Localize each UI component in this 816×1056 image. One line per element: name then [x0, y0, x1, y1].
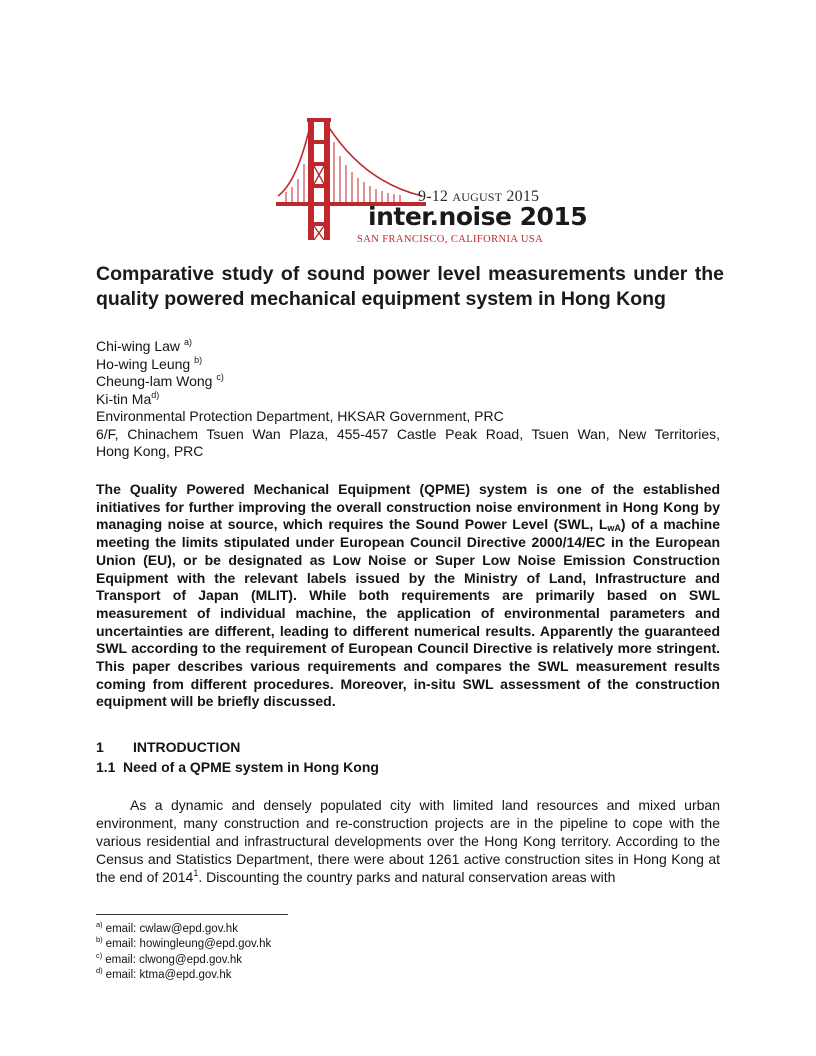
bridge-tower	[307, 118, 331, 240]
paper-title: Comparative study of sound power level measurements under the quality powered mechanical equipment system in Hong Kong	[96, 263, 724, 310]
affiliation-line-3: Hong Kong, PRC	[96, 443, 204, 459]
golden-gate-bridge-logo	[272, 112, 552, 252]
conference-location: SAN FRANCISCO, CALIFORNIA USA	[357, 234, 544, 245]
affiliation-line-1: Environmental Protection Department, HKSAR Government, PRC	[96, 408, 504, 424]
author-list	[96, 338, 224, 408]
footnote-a: $^{a)}$ email: cwlaw@epd.gov.hk	[96, 920, 238, 935]
author-3: Cheung-lam Wong $^{c)}$	[96, 372, 224, 389]
conference-date: 9-12 AUGUST 2015	[418, 188, 540, 205]
bridge-cable-right	[328, 126, 422, 196]
author-4: Ki-tin Ma$^{d)}$	[96, 389, 160, 407]
author-2: Ho-wing Leung $^{b)}$	[96, 354, 203, 372]
section-heading-introduction: 1 INTRODUCTION	[96, 739, 241, 755]
abstract: The Quality Powered Mechanical Equipment (QPME) system is one of the established initiatives for further improving the overall construction noise environment in Hong Kong by managing noise at source, which requires the Sound Power Level (SWL, $L_{wA}$) of a machine meeting the limits stipulated under European Council Directive 2000/14/EC in the European Union (EU), or be designated as Low Noise or Super Low Noise Emission Construction Equipment with the relevant labels issued by the Ministry of Land, Infrastructure and Transport of Japan (MLIT). While both requirements are primarily based on SWL measurement of individual machine, the application of environmental parameters and uncertainties are different, leading to different numerical results. Apparently the guaranteed SWL according to the requirement of European Council Directive is relatively more stringent. This paper describes various requirements and compares the SWL measurement results coming from different procedures. Moreover, in-situ SWL assessment of the construction equipment will be briefly discussed.	[96, 481, 720, 710]
affiliation-line-2: 6/F, Chinachem Tsuen Wan Plaza, 455-457 Castle Peak Road, Tsuen Wan, New Territories,	[96, 425, 720, 442]
footnote-b: $^{b)}$ email: howingleung@epd.gov.hk	[96, 935, 272, 951]
conference-brand: inter.noise 2015	[368, 202, 588, 231]
subsection-heading-qpme-need: 1.1 Need of a QPME system in Hong Kong	[96, 759, 379, 775]
affiliation	[96, 408, 720, 461]
footnote-c: $^{c)}$ email: clwong@epd.gov.hk	[96, 950, 243, 966]
author-1: Chi-wing Law $^{a)}$	[96, 337, 192, 354]
body-paragraph: As a dynamic and densely populated city with limited land resources and mixed urban environment, many construction and re-construction projects are in the pipeline to cope with the various residential and infrastructural developments over the Hong Kong territory. According to the Census and Statistics Department, there were about 1261 active construction sites in Hong Kong at the end of 2014$^1$. Discounting the country parks and natural conservation areas with	[96, 797, 720, 885]
footnote-d: $^{d)}$ email: ktma@epd.gov.hk	[96, 966, 232, 982]
bridge-cable-left	[278, 126, 310, 196]
footnote-divider	[96, 914, 288, 915]
footnotes	[96, 922, 271, 984]
